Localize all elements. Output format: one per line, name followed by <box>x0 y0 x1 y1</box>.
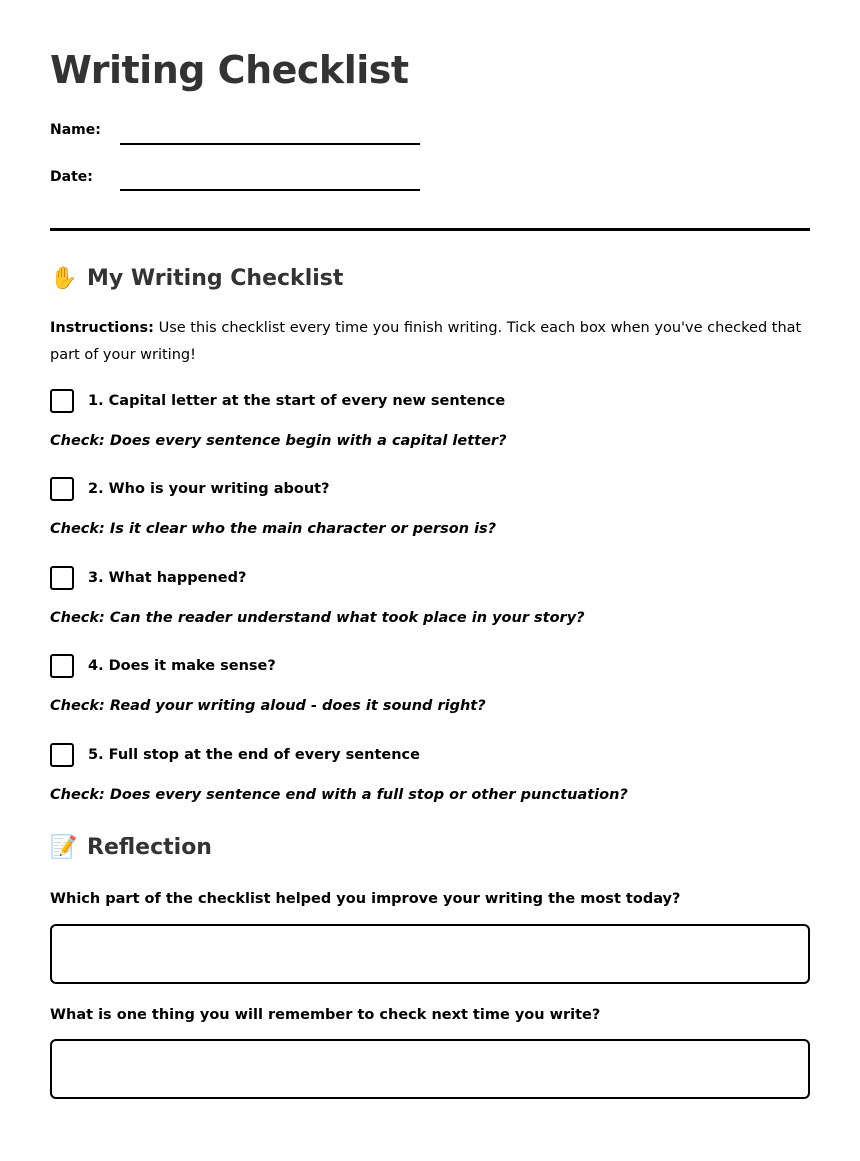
page-title: Writing Checklist <box>50 48 409 92</box>
checklist-item-label: 5. Full stop at the end of every sentence <box>88 747 420 763</box>
reflection-answer-2[interactable] <box>50 1039 810 1099</box>
instructions-label: Instructions: <box>50 320 154 336</box>
checklist-item[interactable] <box>50 389 505 413</box>
checklist-item[interactable] <box>50 654 276 678</box>
checklist-item-hint: Check: Is it clear who the main character or person is? <box>50 521 497 537</box>
checklist-item[interactable] <box>50 743 420 767</box>
name-field[interactable] <box>120 143 420 145</box>
reflection-answer-1[interactable] <box>50 924 810 984</box>
checkbox[interactable] <box>50 389 74 413</box>
reflection-question-1: Which part of the checklist helped you improve your writing the most today? <box>50 891 681 907</box>
checkbox[interactable] <box>50 743 74 767</box>
checkbox[interactable] <box>50 566 74 590</box>
checklist-item-hint: Check: Can the reader understand what took place in your story? <box>50 610 585 626</box>
checkbox[interactable] <box>50 654 74 678</box>
checklist-item-hint: Check: Does every sentence end with a full stop or other punctuation? <box>50 787 628 803</box>
checklist-heading-text: My Writing Checklist <box>87 266 344 291</box>
name-label: Name: <box>50 122 101 138</box>
memo-icon: 📝 <box>50 835 78 860</box>
instructions-text: Use this checklist every time you finish writing. Tick each box when you've checked that part of your writing! <box>50 320 802 363</box>
instructions <box>50 315 810 369</box>
checklist-item[interactable] <box>50 477 330 501</box>
reflection-heading-text: Reflection <box>87 835 212 860</box>
checklist-item-hint: Check: Does every sentence begin with a capital letter? <box>50 433 507 449</box>
checklist-item-label: 4. Does it make sense? <box>88 658 276 674</box>
checkbox[interactable] <box>50 477 74 501</box>
checklist-heading <box>50 266 343 291</box>
checklist-item-label: 1. Capital letter at the start of every new sentence <box>88 393 506 409</box>
checklist-item-label: 3. What happened? <box>88 570 247 586</box>
checklist-item-hint: Check: Read your writing aloud - does it sound right? <box>50 698 486 714</box>
checklist-item-label: 2. Who is your writing about? <box>88 481 330 497</box>
checklist-item[interactable] <box>50 566 246 590</box>
reflection-heading <box>50 835 212 860</box>
raised-hand-icon: ✋ <box>50 266 78 291</box>
date-field[interactable] <box>120 189 420 191</box>
header-divider <box>50 228 810 231</box>
reflection-question-2: What is one thing you will remember to check next time you write? <box>50 1007 601 1023</box>
date-label: Date: <box>50 169 93 185</box>
